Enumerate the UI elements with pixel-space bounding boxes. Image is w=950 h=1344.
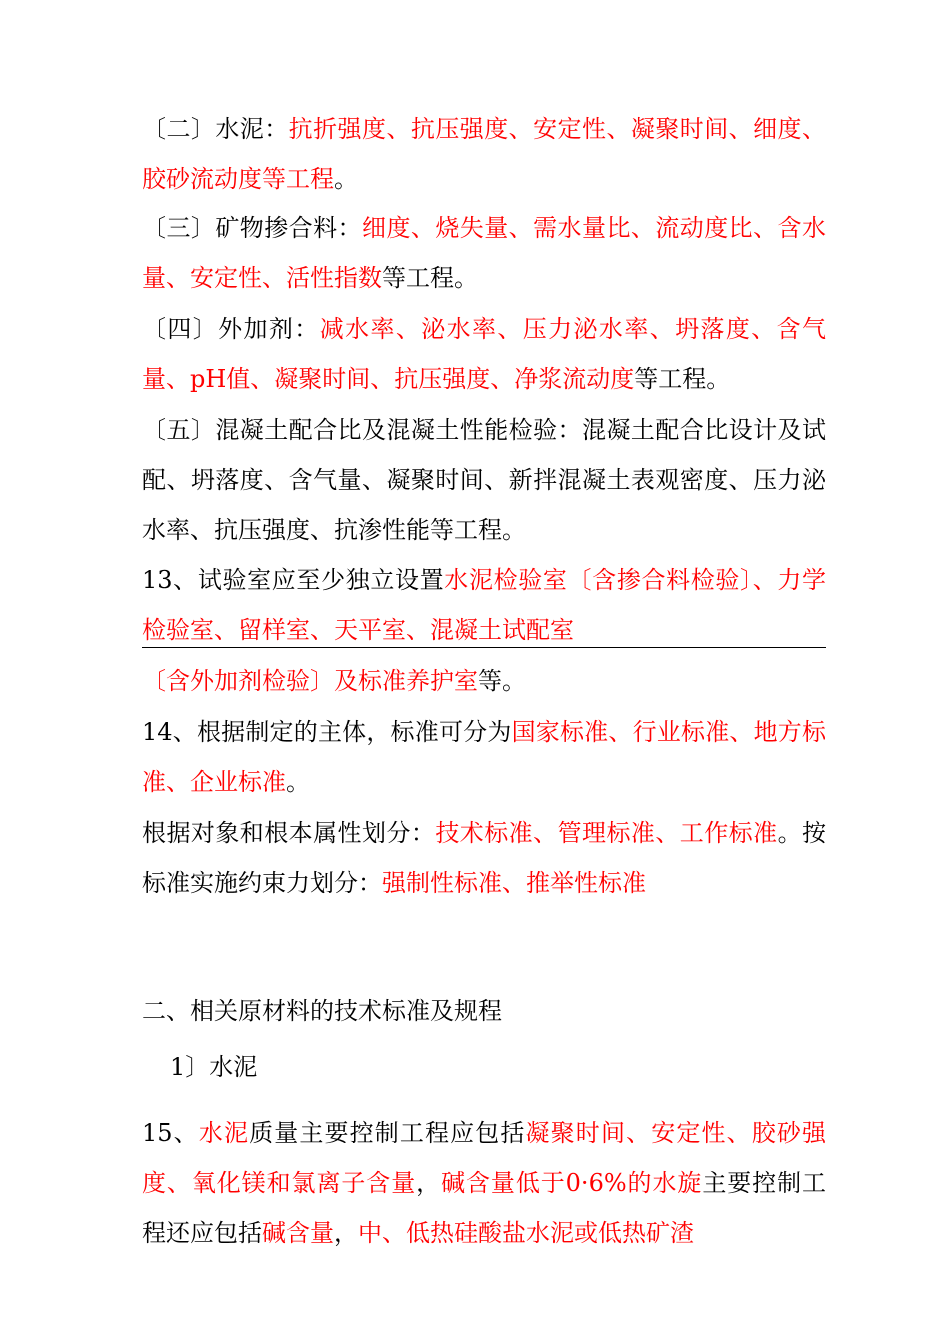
body-text: 等工程。	[382, 264, 478, 292]
highlighted-text: 中、低热硅酸盐水泥或低热矿渣	[358, 1219, 694, 1247]
paragraph-mineral-admixture-tests	[142, 203, 826, 303]
body-text: 。	[286, 768, 310, 796]
page-break-rule	[142, 647, 826, 648]
highlighted-text: 强制性标准、推举性标准	[382, 869, 646, 897]
body-text: 主要控制工程还应包括	[142, 1169, 827, 1247]
body-text: 〔四〕外加剂：	[142, 315, 320, 343]
body-text: 〔五〕混凝土配合比及混凝土性能检验：混凝土配合比设计及试配、坍落度、含气量、凝聚时间、新拌混凝土表观密度、压力泌水率、抗压强度、抗渗性能等工程。	[142, 416, 826, 544]
paragraph-item-14	[142, 707, 826, 807]
body-text: 13、试验室应至少独立设置	[142, 566, 445, 594]
body-text: 15、	[142, 1119, 199, 1147]
paragraph-item-13-continued	[142, 656, 826, 706]
paragraph-item-15	[142, 1108, 826, 1258]
paragraph-item-13	[142, 555, 826, 655]
body-text: ，	[416, 1169, 442, 1197]
body-text: 〔三〕矿物掺合料：	[142, 214, 362, 242]
paragraph-standard-classification	[142, 808, 826, 908]
highlighted-text: 国家标准、行业标准、地方标准、企业标准	[142, 718, 827, 796]
paragraph-admixture-tests	[142, 304, 826, 404]
body-text: 14、根据制定的主体，标准可分为	[142, 718, 512, 746]
body-text: 质量主要控制工程应包括	[249, 1119, 526, 1147]
paragraph-cement-tests	[142, 104, 826, 204]
highlighted-text: 碱含量低于0·6%的水旋	[441, 1169, 703, 1197]
body-text: 。	[334, 165, 358, 193]
body-text: 等。	[478, 667, 526, 695]
section-heading-raw-materials: 二、相关原材料的技术标准及规程	[142, 997, 502, 1025]
highlighted-text: 水泥	[198, 1119, 250, 1147]
body-text: 〔二〕水泥：	[142, 115, 289, 143]
highlighted-text: 〔含外加剂检验〕及标准养护室	[142, 667, 478, 695]
body-text: 。按标准实施约束力划分：	[142, 819, 827, 897]
highlighted-text: 减水率、泌水率、压力泌水率、坍落度、含气量、pH值、凝聚时间、抗压强度、净浆流动度	[142, 315, 827, 393]
body-text: 等工程。	[634, 365, 731, 393]
highlighted-text: 抗折强度、抗压强度、安定性、凝聚时间、细度、胶砂流动度等工程	[142, 115, 827, 193]
highlighted-text: 技术标准、管理标准、工作标准	[435, 819, 778, 847]
highlighted-text: 凝聚时间、安定性、胶砂强度、氧化镁和氯离子含量	[142, 1119, 827, 1197]
body-text: ，	[334, 1219, 358, 1247]
highlighted-text: 水泥检验室〔含掺合料检验〕、力学检验室、留样室、天平室、混凝土试配室	[142, 566, 826, 644]
highlighted-text: 细度、烧失量、需水量比、流动度比、含水量、安定性、活性指数	[142, 214, 826, 292]
highlighted-text: 碱含量	[262, 1219, 334, 1247]
subheading-cement: 1〕水泥	[170, 1053, 258, 1081]
paragraph-concrete-mix-tests	[142, 405, 826, 555]
body-text: 根据对象和根本属性划分：	[142, 819, 436, 847]
